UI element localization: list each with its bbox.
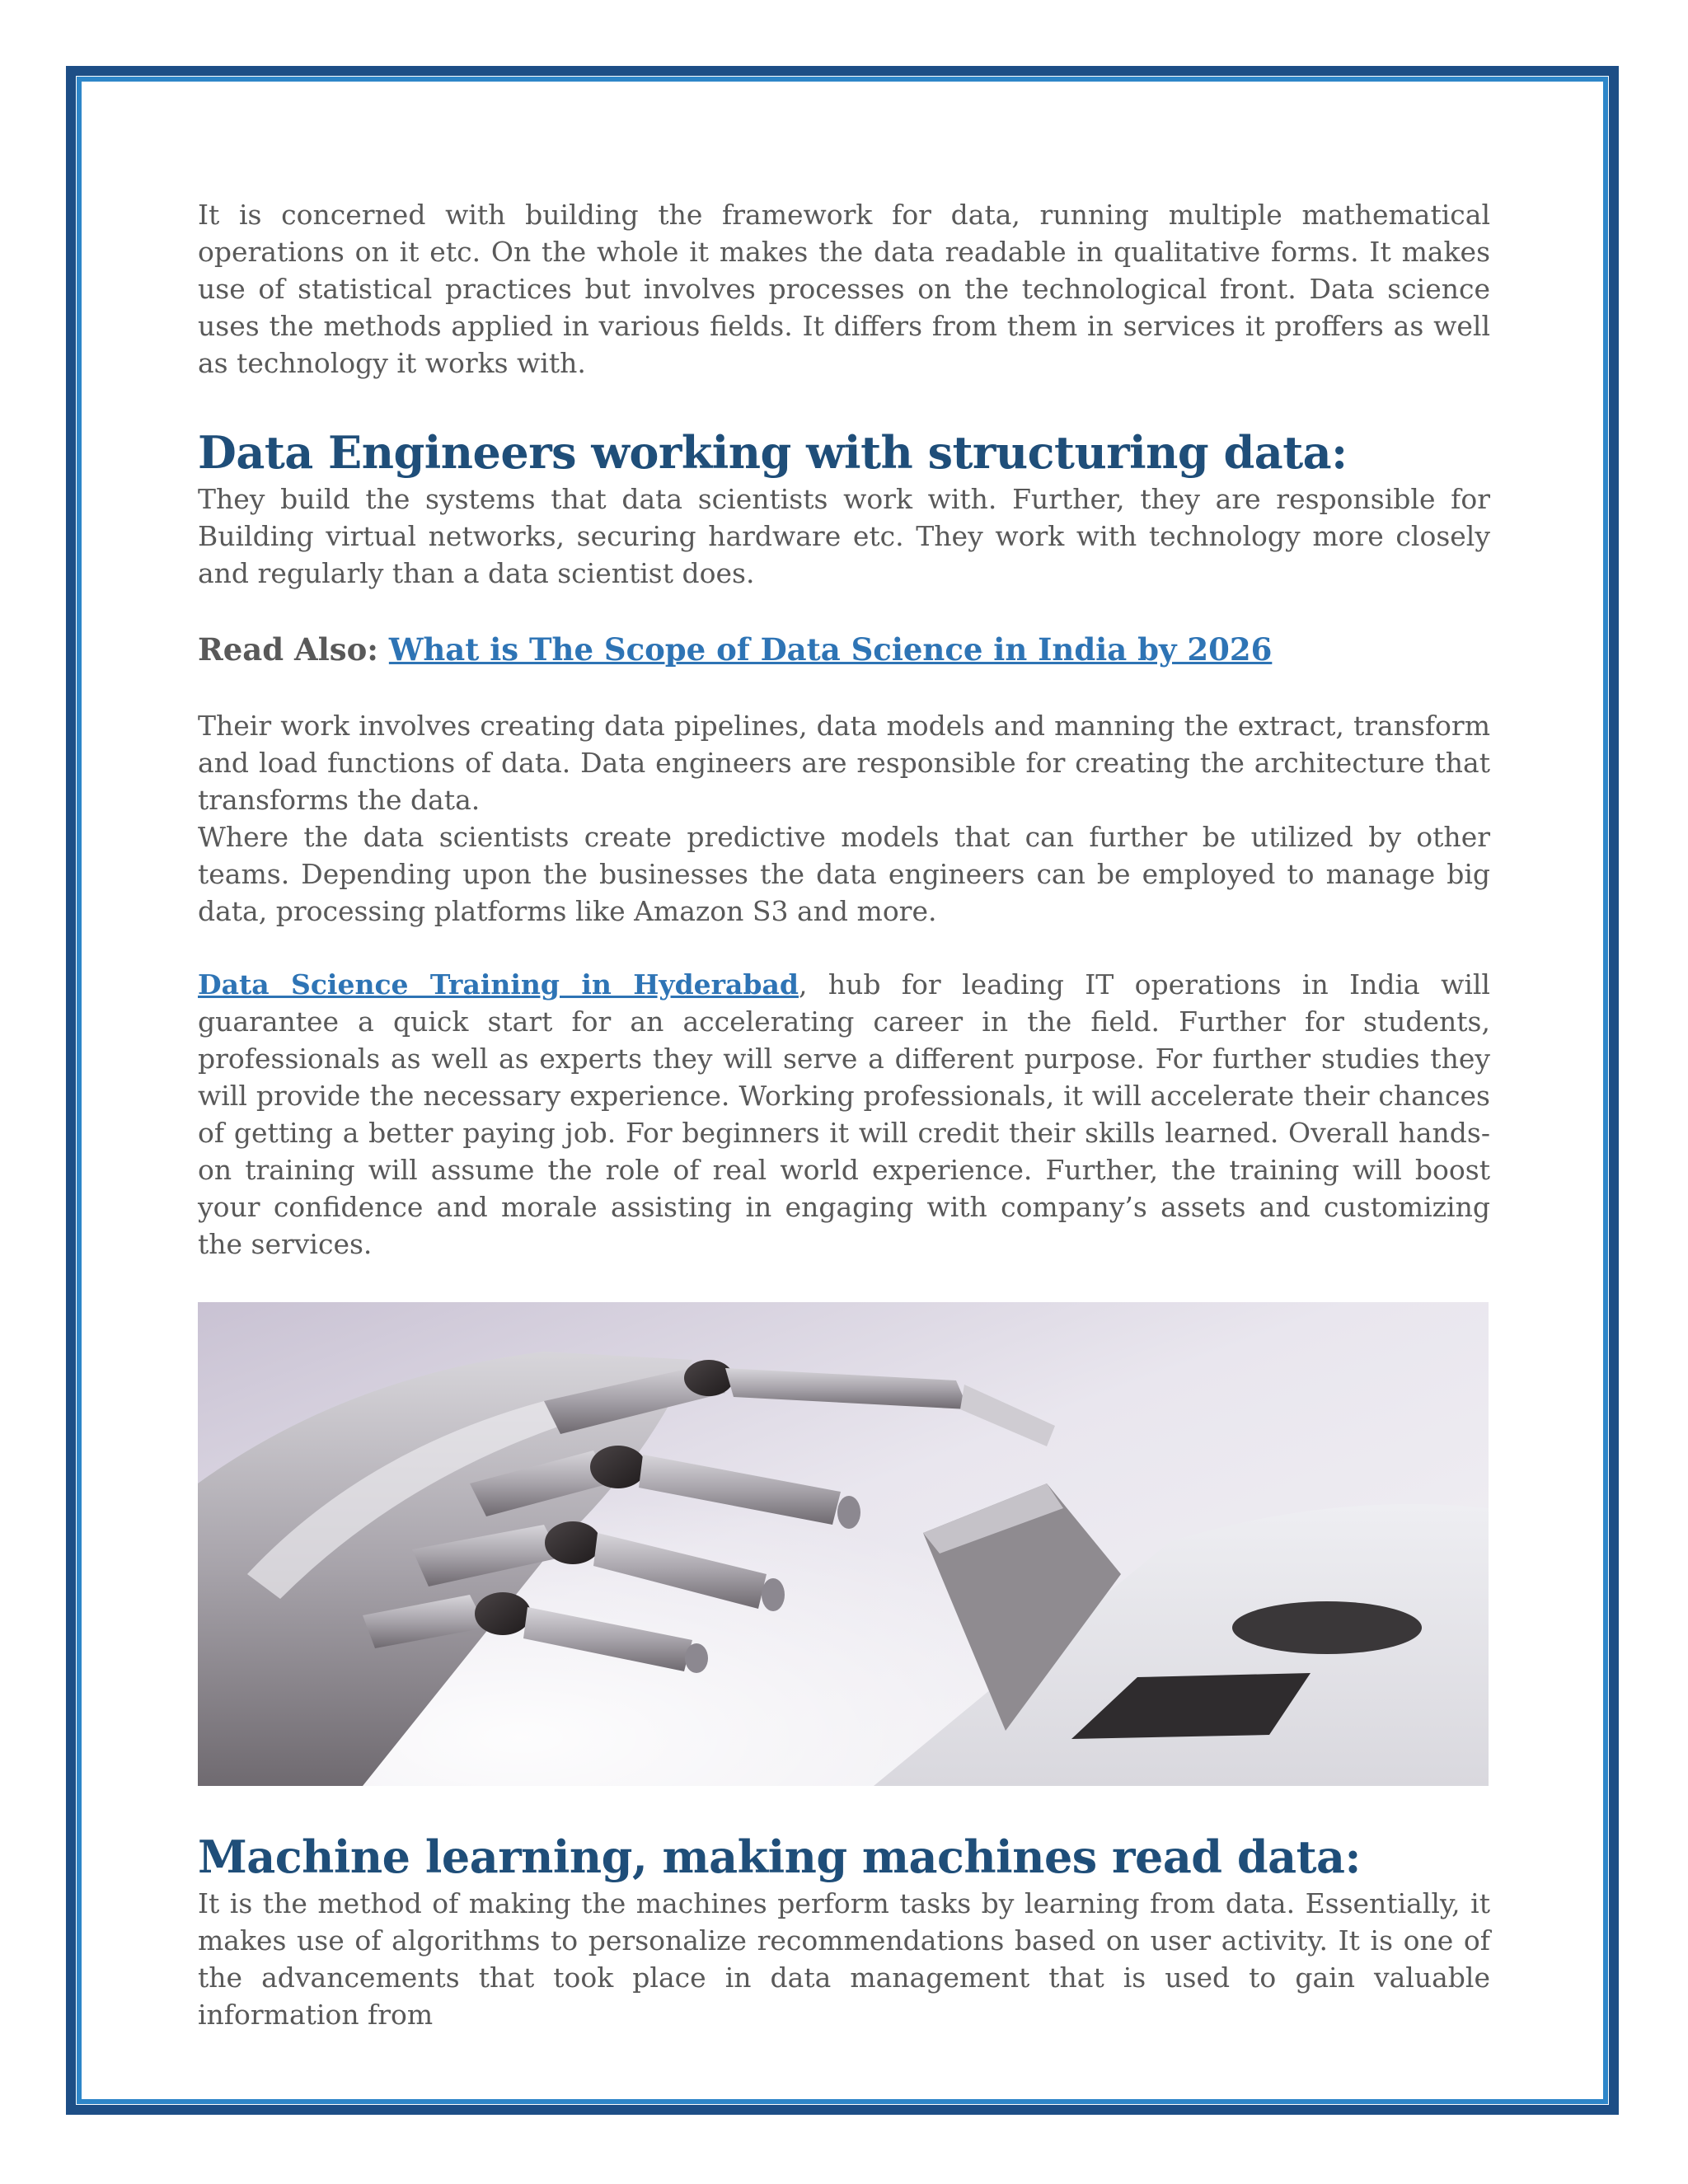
read-also-link[interactable]: What is The Scope of Data Science in India by 2026	[388, 631, 1273, 668]
document-body	[198, 196, 1490, 2033]
training-paragraph-text: , hub for leading IT operations in India will guarantee a quick start for an accelerating career in the field. Further for students, professionals as well as experts they will serve a different purpose. For further studies they will provide the necessary experience. Working professionals, it will accelerate their chances of getting a better paying job. For beginners it will credit their skills learned. Overall hands-on training will assume the role of real world experience. Further, the training will boost your confidence and morale assisting in engaging with company’s assets and customizing the services.	[198, 968, 1490, 1260]
heading-data-engineers: Data Engineers working with structuring data:	[198, 426, 1348, 479]
read-also-line	[198, 628, 1490, 671]
robot-hand-image	[198, 1302, 1489, 1786]
training-hyderabad-link[interactable]: Data Science Training in Hyderabad	[198, 968, 799, 1001]
machine-learning-paragraph: It is the method of making the machines perform tasks by learning from data. Essentially, it makes use of algorithms to personalize recommendations based on user activity. It is one of the advancements that took place in data management that is used to gain valuable information from	[198, 1887, 1490, 2031]
heading-machine-learning: Machine learning, making machines read data:	[198, 1830, 1361, 1883]
intro-paragraph: It is concerned with building the framework for data, running multiple mathematical operations on it etc. On the whole it makes the data readable in qualitative forms. It makes use of statistical practices but involves processes on the technological front. Data science uses the methods applied in various fields. It differs from them in services it proffers as well as technology it works with.	[198, 199, 1490, 379]
read-also-label: Read Also:	[198, 631, 378, 668]
predictive-models-paragraph: Where the data scientists create predictive models that can further be utilized by other teams. Depending upon the businesses the data engineers can be employed to manage big data, processing platforms like Amazon S3 and more.	[198, 821, 1490, 927]
data-engineers-paragraph: They build the systems that data scientists work with. Further, they are responsible for Building virtual networks, securing hardware etc. They work with technology more closely and regularly than a data scientist does.	[198, 483, 1490, 589]
pipelines-paragraph: Their work involves creating data pipelines, data models and manning the extract, transform and load functions of data. Data engineers are responsible for creating the architecture that transforms the data.	[198, 710, 1490, 816]
training-paragraph	[198, 966, 1490, 1263]
